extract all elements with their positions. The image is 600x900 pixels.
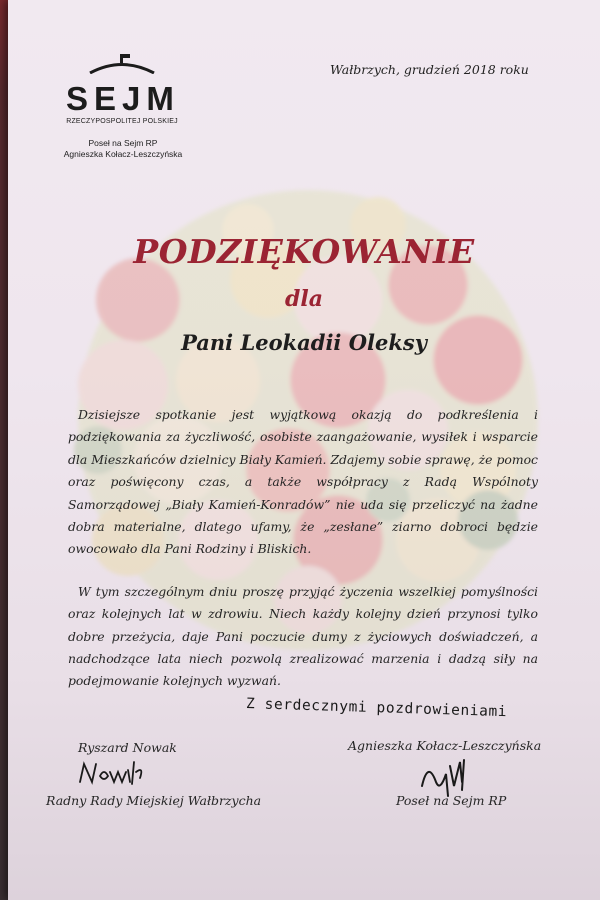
document-subtitle: dla (285, 286, 323, 312)
letterhead-office-title: Poseł na Sejm RP (88, 138, 158, 148)
parliament-dome-icon (66, 54, 178, 74)
place-date: Wałbrzych, grudzień 2018 roku (330, 62, 529, 77)
handwritten-closing (246, 696, 600, 726)
logo-subtext: RZECZYPOSPOLITEJ POLSKIEJ (66, 118, 178, 125)
letter-body (68, 404, 538, 693)
document-title: PODZIĘKOWANIE (133, 232, 475, 271)
logo-wordmark: SEJM (66, 80, 180, 117)
signatory-left-role: Radny Rady Miejskiej Wałbrzycha (46, 793, 262, 808)
background-edge (0, 0, 8, 900)
signatory-right-role: Poseł na Sejm RP (396, 793, 507, 808)
body-paragraph-1: Dzisiejsze spotkanie jest wyjątkową okazją do podkreślenia i podziękowania za życzliwość, osobiste zaangażowanie, wysiłek i wsparcie dla Mieszkańców dzielnicy Biały Kamień. Zdajemy sobie sprawę, że pomoc oraz poświęcony czas, a także współpracy z Radą Wspólnoty Samorządowej „Biały Kamień-Konradów” nie uda się przeliczyć na żadne dobra materialne, dlatego ufamy, że „zesłane” ziarno dobroci będzie owocowało dla Pani Rodziny i Bliskich. (68, 407, 538, 557)
body-paragraph-2: W tym szczególnym dniu proszę przyjąć życzenia wszelkiej pomyślności oraz kolejnych lat w zdrowiu. Niech każdy kolejny dzień przynosi tylko dobre przeżycia, daje Pani poczucie dumy z życiowych doświadczeń, a nadchodzące lata niech pozwolą zrealizować marzenia i dadzą siły na podejmowanie kolejnych wyzwań. (68, 583, 538, 689)
letterhead-name: Agnieszka Kołacz-Leszczyńska (63, 149, 183, 159)
document-page (8, 0, 600, 900)
signatory-right-name: Agnieszka Kołacz-Leszczyńska (348, 738, 542, 753)
signature-left (76, 758, 156, 788)
closing-text: Z serdecznymi pozdrowieniami (245, 696, 508, 721)
letterhead-office (48, 138, 198, 160)
recipient-name: Pani Leokadii Oleksy (181, 330, 427, 355)
signatory-left-name: Ryszard Nowak (78, 740, 177, 755)
